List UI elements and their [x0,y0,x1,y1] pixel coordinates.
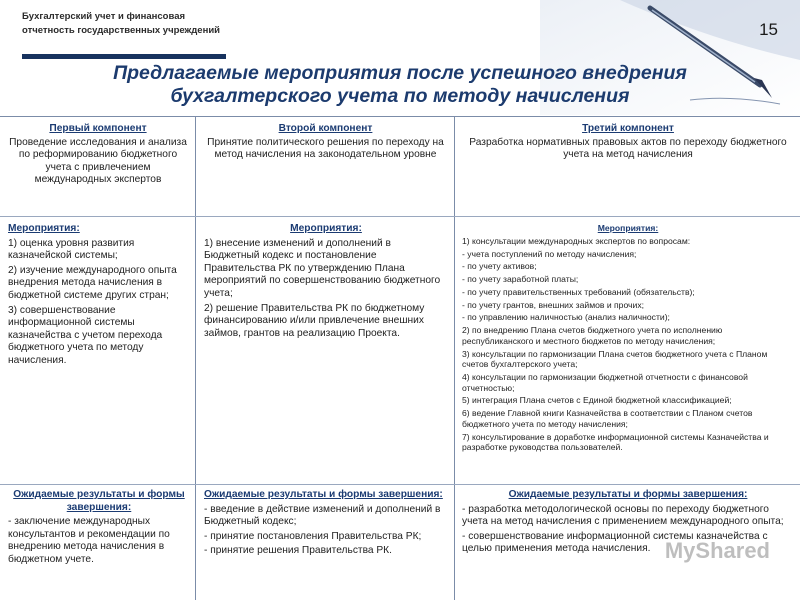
list-item: 7) консультирование в доработке информационной системы Казначейства и разработке руководства пользователей. [462,431,769,453]
list-item: - заключение международных консультантов и рекомендации по внедрению метода начисления в бюджетном учете. [8,516,170,565]
results-title: Ожидаемые результаты и формы завершения: [13,489,185,513]
slide-number: 15 [759,20,778,39]
component-2-header [206,123,445,162]
list-item: 6) ведение Главной книги Казначейства в соответствии с Планом счетов бюджетного учета по методу начисления; [462,408,753,429]
measures-title: Мероприятия: [597,223,659,233]
component-3-header [466,123,790,162]
list-item: 1) оценка уровня развития казначейской системы; [8,237,135,262]
component-1-header [6,123,190,187]
list-item: - разработка методологической основы по переходу бюджетного учета на метод начисления с применением международного опыта; [462,503,784,528]
header-divider [22,54,226,59]
row-divider-2 [0,484,800,485]
component-2-description: Принятие политического решения по переходу на метод начисления на законодательном уровне [207,136,444,161]
results-title: Ожидаемые результаты и формы завершения: [204,489,443,500]
results-title: Ожидаемые результаты и формы завершения: [508,489,748,500]
list-item: - совершенствование информационной системы казначейства с целью применения метода начисления. [462,530,768,555]
list-item: 2) по внедрению Плана счетов бюджетного учета по исполнению республиканского и местного бюджетов по методу начисления; [462,325,723,346]
component-3-heading: Третий компонент [582,123,674,134]
course-title-line2: отчетность государственных учреждений [22,25,221,36]
page-title-line2: бухгалтерского учета по методу начисления [170,85,630,107]
component-2-heading: Второй компонент [278,123,373,134]
list-item: - по учету активов; [462,261,537,272]
page-title-line1: Предлагаемые мероприятия после успешного внедрения [113,62,687,84]
component-2-measures [204,223,448,340]
component-2-results [204,489,448,558]
component-3-description: Разработка нормативных правовых актов по переходу бюджетного учета на метод начисления [469,136,787,161]
list-item: - учета поступлений по методу начисления; [462,248,637,259]
component-1-description: Проведение исследования и анализа по реформированию бюджетного учета с привлечением международных экспертов [9,136,187,186]
component-3-measures [462,223,794,453]
watermark: MyShared [664,538,770,563]
list-item: - принятие постановления Правительства РК; [204,530,422,542]
list-item: - принятие решения Правительства РК. [204,545,392,557]
list-item: 1) консультации международных экспертов по вопросам: [462,235,691,246]
list-item: - по учету правительственных требований (обязательств); [462,286,695,297]
list-item: 1) внесение изменений и дополнений в Бюджетный кодекс и постановление Правительства РК по утверждению Плана мероприятий по совершенствованию бюджетного учета; [204,237,441,299]
row-divider-1 [0,216,800,217]
list-item: 4) консультации по гармонизации бюджетной отчетности с финансовой отчетностью; [462,372,748,393]
course-title-line1: Бухгалтерский учет и финансовая [22,11,186,22]
component-1-heading: Первый компонент [49,123,147,134]
measures-title: Мероприятия: [8,223,80,234]
component-1-results [8,489,190,567]
list-item: 2) решение Правительства РК по бюджетному финансированию и/или привлечение внешних займов, грантов на реализацию Проекта. [204,302,425,339]
list-item: 3) совершенствование информационной системы казначейства с учетом перехода бюджетного учета по методу начисления. [8,304,163,366]
components-table [0,116,800,600]
list-item: 3) консультации по гармонизации Плана счетов бюджетного учета с Планом счетов бухгалтерского учета; [462,348,768,370]
list-item: - по учету заработной платы; [462,274,579,285]
component-1-measures [8,223,190,368]
list-item: - по учету грантов, внешних займов и прочих; [462,299,645,310]
list-item: - введение в действие изменений и дополнений в Бюджетный кодекс; [204,503,441,528]
list-item: 5) интеграция Плана счетов с Единой бюджетной классификацией; [462,395,732,406]
course-title [22,10,242,38]
measures-title: Мероприятия: [290,223,362,234]
list-item: - по управлению наличностью (анализ наличности); [462,312,670,323]
list-item: 2) изучение международного опыта внедрения метода начисления в бюджетной системе других стран; [8,264,177,301]
page-title [40,62,760,108]
